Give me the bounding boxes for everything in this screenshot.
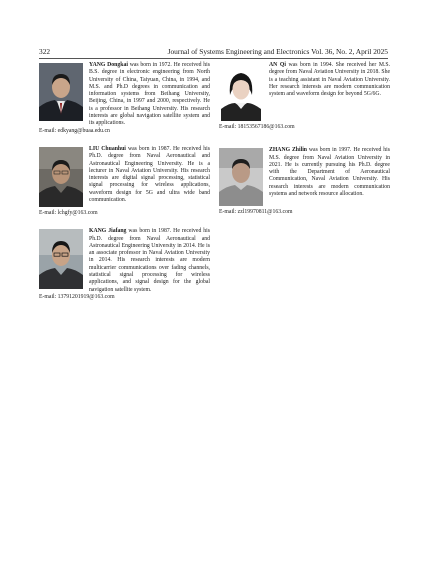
author-bio-text: was born in 1987. He received his Ph.D. degree from Naval Aeronautical and Astronautical Engineering University in 2014. He is an associate professor in Naval Aviation University in 2014. His research interests are modern multicarrier communications over fading channels, statistical signal processing for wireless applications, and signal design for the global navigation satellite system. [89, 228, 210, 293]
author-email: E-mail: lchgfy@163.com [39, 209, 98, 216]
left-column [39, 62, 210, 310]
author-bio-text: was born in 1997. He received his M.S. degree from Naval Aviation University in 2021. He is currently pursuing his Ph.D. degree with the Department of Aeronautical Communication, Naval Aviation University. His research interests are modern communication systems and network resource allocation. [269, 147, 390, 198]
page-number: 322 [39, 47, 51, 56]
author-photo [39, 63, 83, 121]
author-bio [39, 228, 210, 301]
author-name: ZHANG Zhilin [269, 147, 307, 154]
author-email: E-mail: edkyang@buaa.edu.cn [39, 127, 110, 134]
author-bio-text: was born in 1972. He received his B.S. degree in electronic engineering from North University of China, Taiyuan, China, in 1994, and M.S. and Ph.D degrees in communication and information systems from Beihang University, Beijing, China, in 1997 and 2000, respectively. He is a professor in Beihang University. His research interests are global navigation satellite system and its applications. [89, 62, 210, 127]
author-bio-text: was born in 1994. She received her M.S. degree from Naval Aviation University in 2018. She is a teaching assistant in Naval Aviation University. Her research interests are modern communication system and waveform design for beyond 5G/6G. [269, 62, 391, 98]
author-name: LIU Chuanhui [89, 145, 126, 152]
author-name: YANG Dongkai [89, 62, 128, 68]
right-column [219, 62, 390, 226]
author-name: AN Qi [269, 62, 286, 68]
author-bio-text: was born in 1987. He received his Ph.D. degree from Naval Aeronautical and Astronautical Engineering University. He is a lecturer in Naval Aviation University. His research interests are digital signal processing, statistical signal processing for wireless applications, waveform design for 5G and ultra wide band communication. [89, 145, 210, 204]
author-email: E-mail: 18153567186@163.com [219, 124, 295, 130]
author-bio [219, 147, 390, 216]
author-bio [39, 62, 210, 135]
author-photo [219, 148, 263, 206]
journal-header: Journal of Systems Engineering and Electronics Vol. 36, No. 2, April 2025 [167, 47, 388, 56]
author-bio [219, 62, 390, 131]
author-photo [39, 147, 83, 207]
author-photo [39, 229, 83, 289]
author-email: E-mail: 13791201919@163.com [39, 293, 115, 300]
header-rule [39, 58, 388, 59]
author-bio [39, 146, 210, 217]
author-photo [219, 63, 263, 121]
author-email: E-mail: zzl19970811@163.com [219, 209, 293, 216]
author-name: KANG Jiafang [89, 228, 127, 235]
